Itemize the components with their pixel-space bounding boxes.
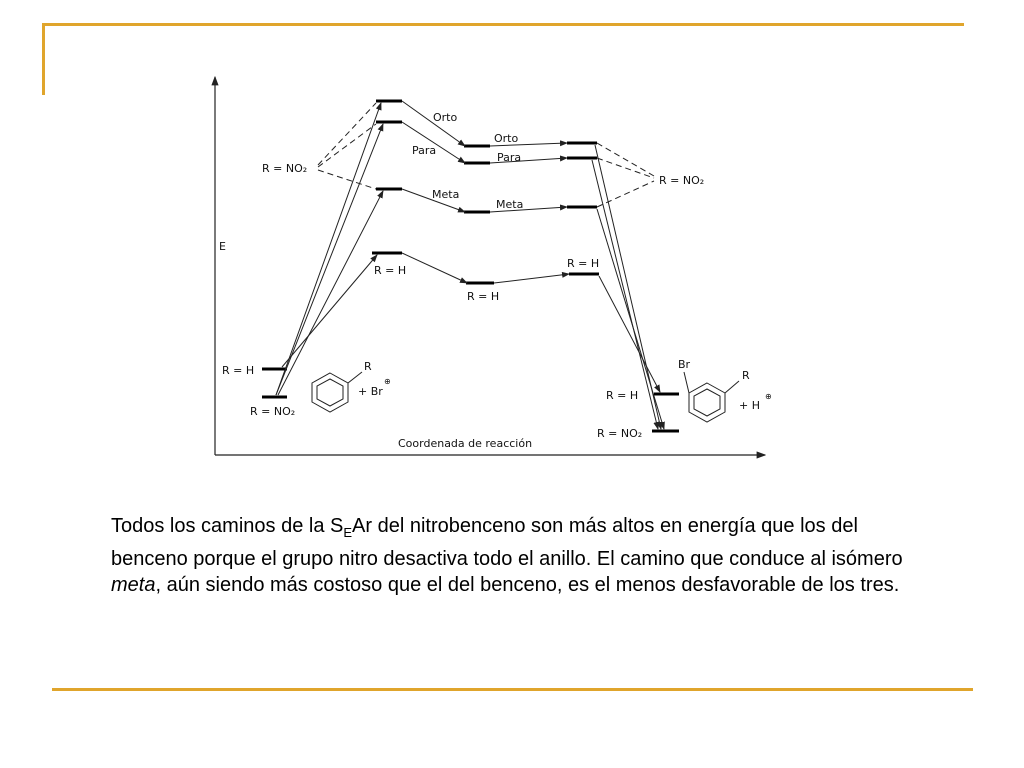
caption-text [111,513,911,598]
label-no2-right: R = NO₂ [659,174,705,187]
label-h-int: R = H [467,290,500,303]
label-para-ts1: Para [412,144,437,157]
axes [215,77,765,455]
caption-part-1: Todos los caminos de la S [111,515,344,537]
dash-left-meta [318,170,376,189]
label-product-h: R = H [606,389,639,402]
label-meta-ts2: Meta [496,198,524,211]
dash-right-meta [597,181,654,207]
caption-subscript: E [343,525,353,540]
label-h-ts2: R = H [567,257,600,270]
label-orto-ts1: Orto [433,111,458,124]
label-meta-ts1: Meta [432,188,460,201]
path-no2-to-orto [276,103,381,395]
reactant-charge: ⊕ [384,377,391,386]
reaction-paths [276,101,664,429]
reactant-benzene-ring [312,372,362,412]
label-h-ts1: R = H [374,264,407,277]
frame-bottom-border [52,688,973,691]
path-h-to-h-ts [282,255,377,367]
x-axis-label: Coordenada de reacción [398,437,533,450]
product-substituent-r: R [742,369,750,382]
dash-right-para [597,158,654,178]
product-charge: ⊕ [765,392,772,401]
reactant-reagent: + Br [358,385,383,398]
caption-part-3: , aún siendo más costoso que el del benceno, es el menos desfavorable de los tres. [155,574,900,596]
dash-left-orto [318,103,376,165]
caption-emphasis: meta [111,574,156,596]
product-byproduct: + H [739,399,760,412]
caption-part-2: Ar del nitrobenceno son más altos en energía que los del benceno porque el grupo nitro desactiva todo el anillo. El camino que conduce al isómero [111,515,903,570]
label-orto-ts2: Orto [494,132,519,145]
reactant-substituent-r: R [364,360,372,373]
dash-left-para [318,124,376,167]
label-reactant-h: R = H [222,364,255,377]
dash-right-orto [597,143,654,176]
product-br: Br [678,358,691,371]
label-no2-left: R = NO₂ [262,162,308,175]
product-benzene-ring [684,372,739,422]
label-product-no2: R = NO₂ [597,427,643,440]
path-h-up [494,274,569,283]
y-axis-label: E [219,240,226,253]
no2-dashed-connectors [318,103,654,207]
path-h-down [402,253,467,283]
label-para-ts2: Para [497,151,522,164]
label-reactant-no2: R = NO₂ [250,405,296,418]
